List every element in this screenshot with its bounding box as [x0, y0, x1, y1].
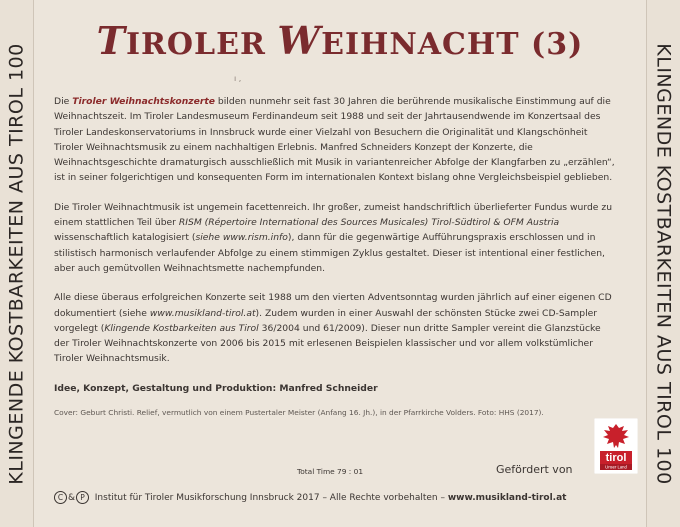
title-number: (3): [531, 27, 584, 62]
concert-series-name: Tiroler Weihnachtskonzerte: [72, 96, 215, 107]
para2-a: Die Tiroler Weihnachtmusik ist ungemein facettenreich. Ihr großer, zumeist handschriftlich überlieferter Fundus wurde zu einem stattlichen Teil über: [54, 201, 613, 229]
spine-right-text: KLINGENDE KOSTBARKEITEN AUS TIROL 100: [652, 42, 675, 485]
total-time: Total Time 79 : 01: [297, 467, 364, 476]
tirol-logo-word: tirol: [605, 452, 627, 464]
paragraph-3: [54, 290, 616, 366]
footer-rights: Institut für Tiroler Musikforschung Innsbruck 2017 – Alle Rechte vorbehalten –: [94, 493, 448, 503]
series-title: Klingende Kostbarkeiten aus Tirol: [104, 322, 259, 334]
para3-e: 36/2004 und 61/2009). Dieser nun dritte Sampler vereint die Glanzstücke der Tiroler Weihnachtskonzerte von 2006 bis 2015 mit erlesenen Beispielen klassischer und vor allem volkstümlicher Tiroler Weihnachtsmusik.: [54, 322, 601, 365]
paragraph-2: [54, 200, 616, 276]
footer: [54, 491, 566, 504]
phonogram-icon: P: [76, 491, 89, 504]
tirol-logo-subtitle: Unser Land: [605, 464, 627, 470]
cover-caption: Cover: Geburt Christi. Relief, vermutlich von einem Pustertaler Meister (Anfang 16. Jh.), in der Pfarrkirche Volders. Foto: HHS (2017).: [54, 408, 544, 418]
para2-c: wissenschaftlich katalogisiert (: [54, 232, 196, 244]
spine-left-text: KLINGENDE KOSTBARKEITEN AUS TIROL 100: [5, 42, 28, 485]
title-initial-w: W: [277, 18, 322, 63]
back-cover: [34, 0, 646, 527]
copyright-icon: C: [54, 491, 67, 504]
rism-name: RISM (Répertoire International des Sources Musicales) Tirol-Südtirol & OFM Austria: [178, 217, 560, 229]
title-word-2: EIHNACHT: [321, 27, 520, 62]
production-credit: Idee, Konzept, Gestaltung und Produktion: Manfred Schneider: [54, 382, 378, 394]
body-text: [54, 94, 616, 432]
spine-left: [0, 0, 34, 527]
para2-e: ), dann für die gegenwärtige Aufführungspraxis erschlossen und in stilistisch harmonisch verlaufender Abfolge zu einem stimmigen Zyklus gestaltet. Dieser ist intentional einer festlichen, aber auch gemütvollen Weihnachtsmette nachempfunden.: [54, 232, 605, 274]
para3-c: ). Zudem wurden in einer Auswahl der schönsten Stücke zwei CD-Sampler vorgelegt (: [54, 307, 598, 334]
footer-url[interactable]: www.musikland-tirol.at: [447, 493, 567, 503]
musikland-link: www.musikland-tirol.at: [149, 307, 256, 319]
para1-a: Die: [54, 96, 73, 107]
title-initial-t: T: [96, 18, 126, 63]
spine-right: [646, 0, 680, 527]
rism-link: siehe www.rism.info: [195, 232, 288, 244]
para1-c: bilden nunmehr seit fast 30 Jahren die berührende musikalische Einstimmung auf die Weihnachtszeit. Im Tiroler Landesmuseum Ferdinandeum seit 1988 und seit der Jahrtausendwende im Konzertsaal des Tiroler Landeskonservatoriums in Innsbruck wurde einer Vielzahl von Besuchern die Originalität und Klangschönheit Tiroler Weihnachtsmusik zu einem nachhaltigen Erlebnis. Manfred Schneiders Konzept der Konzerte, die Weihnachtsgeschichte dramaturgisch ausschließlich mit Musik in variantenreicher Abfolge der Klangfarben zu „erzählen“, ist in seiner folgerichtigen und konsequenten Form im internationalen Kontext bislang ohne Vergleichsbeispiel geblieben.: [54, 96, 615, 184]
paragraph-1: [54, 94, 616, 186]
para3-a: Alle diese überaus erfolgreichen Konzerte seit 1988 um den vierten Adventsonntag wurden jährlich auf einer eigenen CD dokumentiert (siehe: [54, 292, 612, 319]
sponsor-label: Gefördert von: [496, 463, 573, 476]
tirol-logo: [594, 418, 638, 474]
stray-mark: ı ,: [234, 74, 242, 83]
title-word-1: IROLER: [125, 27, 266, 62]
footer-amp: &: [68, 492, 76, 503]
page-title: [34, 18, 646, 63]
